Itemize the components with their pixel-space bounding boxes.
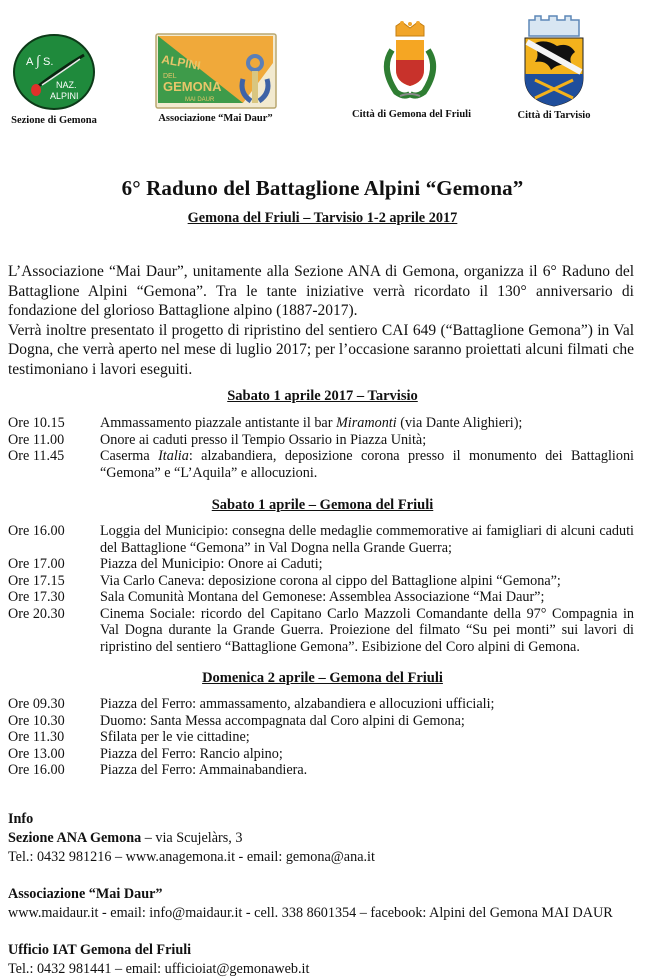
schedule-row — [8, 729, 634, 746]
mai-daur-logo-caption: Associazione “Mai Daur” — [158, 113, 273, 124]
schedule-time: Ore 16.00 — [8, 523, 65, 539]
tarvisio-crest-caption: Città di Tarvisio — [517, 110, 591, 121]
info-ana-name: Sezione ANA Gemona — [8, 830, 142, 846]
svg-text:S.: S. — [43, 56, 54, 68]
schedule-time: Ore 17.00 — [8, 556, 65, 572]
intro-paragraph-2: Verrà inoltre presentato il progetto di ripristino del sentiero CAI 649 (“Battaglione Gemona”) in Val Dogna, che verrà aperto nel mese di luglio 2017; per l’occasione saranno proiettati alcuni filmati che testimoniano i lavori eseguiti. — [8, 321, 634, 378]
svg-text:∫: ∫ — [36, 54, 40, 69]
svg-text:DEL: DEL — [162, 73, 177, 80]
mai-daur-logo-icon — [155, 33, 277, 109]
schedule-desc: Sfilata per le vie cittadine; — [100, 729, 250, 745]
schedule-desc: Sala Comunità Montana del Gemonese: Assemblea Associazione “Mai Daur”; — [100, 589, 545, 605]
gemona-crest-block — [352, 20, 471, 120]
schedule-desc: Onore ai caduti presso il Tempio Ossario in Piazza Unità; — [100, 431, 427, 448]
info-iat-name: Ufficio IAT Gemona del Friuli — [8, 942, 192, 958]
svg-text:NAZ.: NAZ. — [56, 80, 77, 90]
schedule-desc: Loggia del Municipio: consegna delle medaglie commemorative ai famigliari di alcuni caduti del Battaglione “Gemona” in Val Dogna nella Grande Guerra; — [100, 523, 634, 556]
section-title-tarvisio: Sabato 1 aprile 2017 – Tarvisio — [227, 388, 418, 404]
info-heading: Info — [8, 811, 34, 827]
ana-logo-icon — [12, 33, 96, 111]
schedule-row — [8, 556, 634, 573]
svg-text:ALPINI: ALPINI — [50, 91, 79, 101]
schedule-row — [8, 415, 634, 432]
svg-text:GEMONA: GEMONA — [162, 79, 221, 94]
schedule-row — [8, 696, 634, 713]
tarvisio-crest-icon — [521, 12, 587, 108]
schedule-time: Ore 11.30 — [8, 729, 65, 745]
schedule-time: Ore 11.00 — [8, 431, 65, 448]
schedule-gemona-saturday — [8, 523, 634, 655]
schedule-time: Ore 13.00 — [8, 745, 65, 762]
gemona-crest-caption: Città di Gemona del Friuli — [352, 109, 471, 120]
schedule-desc: Piazza del Ferro: Ammainabandiera. — [100, 762, 308, 778]
tarvisio-crest-block — [506, 12, 602, 121]
info-ana-address: – via Scujelàrs, 3 — [141, 830, 243, 846]
schedule-row — [8, 746, 634, 763]
section-title-gemona-sunday: Domenica 2 aprile – Gemona del Friuli — [202, 670, 443, 686]
schedule-row — [8, 448, 634, 481]
schedule-row — [8, 573, 634, 590]
info-block — [8, 810, 638, 979]
info-mai-daur-name: Associazione “Mai Daur” — [8, 886, 163, 902]
schedule-desc: Piazza del Municipio: Onore ai Caduti; — [100, 556, 323, 572]
desc-text: Caserma — [100, 448, 159, 464]
schedule-row — [8, 762, 634, 779]
info-mai-daur-contacts: www.maidaur.it - email: info@maidaur.it - cell. 338 8601354 – facebook: Alpini del Gemona MAI DAUR — [8, 905, 613, 921]
schedule-time: Ore 17.30 — [8, 589, 65, 605]
schedule-desc: Via Carlo Caneva: deposizione corona al cippo del Battaglione alpini “Gemona”; — [100, 572, 561, 589]
intro-text — [8, 262, 634, 379]
schedule-row — [8, 432, 634, 449]
desc-emphasis: Italia — [158, 448, 189, 464]
page-subtitle: Gemona del Friuli – Tarvisio 1-2 aprile 2017 — [187, 210, 458, 226]
schedule-row — [8, 606, 634, 656]
svg-text:MAI DAUR: MAI DAUR — [184, 97, 214, 103]
info-iat-contacts: Tel.: 0432 981441 – email: ufficioiat@gemonaweb.it — [8, 961, 310, 977]
ana-logo-block — [5, 33, 103, 126]
schedule-time: Ore 10.30 — [8, 712, 65, 729]
desc-text: : alzabandiera, deposizione corona presso il monumento dei Battaglioni “Gemona” e “L’Aquila” e allocuzioni. — [100, 448, 634, 481]
schedule-time: Ore 17.15 — [8, 572, 65, 589]
section-title-gemona-saturday: Sabato 1 aprile – Gemona del Friuli — [211, 497, 434, 513]
intro-paragraph-1: L’Associazione “Mai Daur”, unitamente alla Sezione ANA di Gemona, organizza il 6° Raduno del Battaglione Alpini “Gemona”. Tra le tante iniziative verrà ricordato il 130° anniversario di fondazione del glorioso Battaglione alpino (1887-2017). — [8, 263, 634, 319]
desc-emphasis: Miramonti — [335, 415, 397, 431]
svg-text:ALPINI: ALPINI — [159, 52, 202, 73]
schedule-time: Ore 20.30 — [8, 605, 65, 622]
schedule-row — [8, 523, 634, 556]
schedule-time: Ore 10.15 — [8, 415, 65, 431]
schedule-row — [8, 713, 634, 730]
info-ana-line — [8, 829, 638, 848]
page-title: 6° Raduno del Battaglione Alpini “Gemona” — [121, 176, 524, 200]
svg-text:A: A — [26, 56, 34, 68]
schedule-gemona-sunday — [8, 696, 634, 779]
schedule-desc: Piazza del Ferro: Rancio alpino; — [100, 745, 283, 762]
gemona-crest-icon — [374, 20, 446, 104]
schedule-desc — [100, 415, 634, 432]
schedule-time: Ore 11.45 — [8, 448, 65, 464]
desc-text: (via Dante Alighieri); — [396, 415, 523, 431]
schedule-time: Ore 09.30 — [8, 696, 65, 712]
schedule-tarvisio — [8, 415, 634, 481]
mai-daur-logo-block — [148, 33, 283, 124]
schedule-desc: Cinema Sociale: ricordo del Capitano Carlo Mazzoli Comandante della 97° Compagnia in Val Dogna durante la Grande Guerra. Proiezione del filmato “Su pei monti” sui lavori di ripristino del sentiero “Battaglione Gemona”. Esibizione del Coro alpini di Gemona. — [100, 605, 634, 655]
info-ana-contacts: Tel.: 0432 981216 – www.anagemona.it - email: gemona@ana.it — [8, 849, 375, 865]
schedule-time: Ore 16.00 — [8, 762, 65, 778]
desc-text: Ammassamento piazzale antistante il bar — [100, 415, 336, 431]
schedule-row — [8, 589, 634, 606]
ana-logo-caption: Sezione di Gemona — [11, 115, 97, 126]
schedule-desc: Duomo: Santa Messa accompagnata dal Coro alpini di Gemona; — [100, 712, 465, 729]
schedule-desc — [100, 448, 634, 481]
schedule-desc: Piazza del Ferro: ammassamento, alzabandiera e allocuzioni ufficiali; — [100, 696, 495, 712]
